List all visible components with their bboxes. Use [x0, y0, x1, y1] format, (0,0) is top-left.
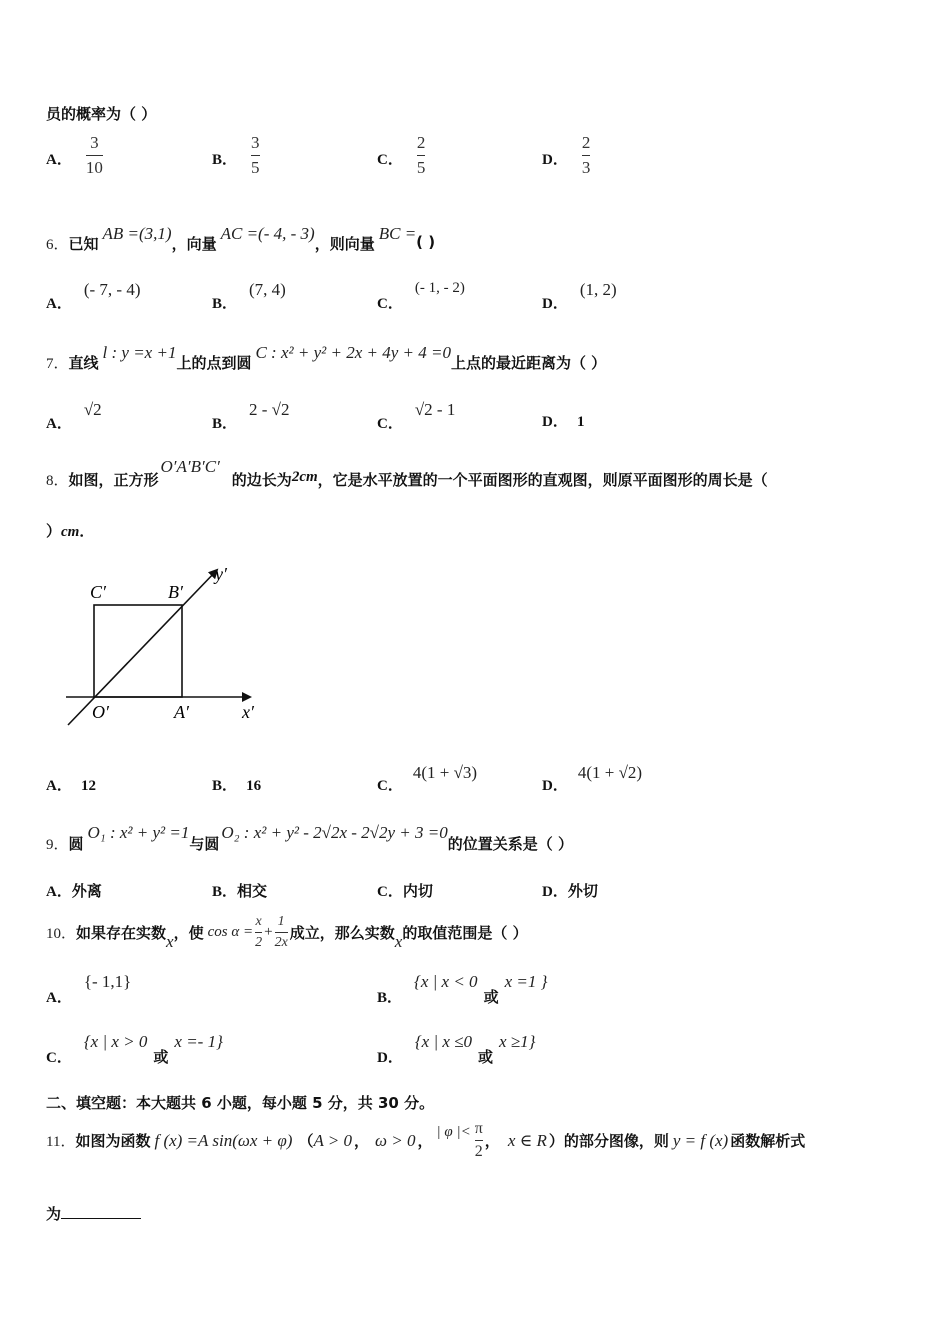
q5-option-d-fraction: $\frac{2}{3}$ — [581, 133, 591, 177]
q5-option-b-fraction: $\frac{3}{5}$ — [251, 133, 260, 177]
q10-option-d[interactable]: D． {x | x ≤0 或 x ≥1} — [377, 1032, 536, 1066]
q8-option-d[interactable]: D． 4(1 + √2) — [542, 763, 643, 794]
q5-option-d[interactable] — [542, 133, 590, 178]
q6-option-d[interactable]: D． (1, 2) — [542, 280, 617, 312]
q8-label-y: y′ — [215, 564, 227, 584]
q5-option-b[interactable] — [212, 133, 260, 178]
q11-number: 11． — [46, 1134, 76, 1150]
q8-label-x: x′ — [242, 702, 254, 722]
q11-stem-line1: 11． 如图为函数 f (x) =A sin(ωx + φ) （ A > 0 ， ω > 0 ， | φ |< $\frac{\pi}{2}$ ， x ∈ R ）的部分图像，则 y = f (x) 函数解析式 — [46, 1120, 806, 1160]
q7-line-eq: l : y =x +1 — [102, 343, 177, 362]
q6-option-a[interactable]: A． (- 7, - 4) — [46, 280, 141, 312]
q7-option-b[interactable]: B． 2 - √2 — [212, 400, 290, 432]
q5-option-a[interactable] — [46, 133, 103, 178]
q6-option-c[interactable]: C． (- 1, - 2) — [377, 280, 465, 312]
q7-option-c[interactable]: C． √2 - 1 — [377, 400, 456, 432]
q5-option-a-label: A． — [46, 152, 72, 168]
q10-option-a[interactable]: A． {- 1,1} — [46, 972, 132, 1006]
q5-option-c-label: C． — [377, 152, 403, 168]
q8-figure — [60, 560, 270, 730]
q11-stem-line2: 为 — [46, 1203, 141, 1224]
q9-number: 9． — [46, 837, 69, 853]
q9-circle2-eq: O₂ : x² + y² - 2√2x - 2√2y + 3 =0 — [221, 823, 448, 842]
q8-option-c[interactable]: C． 4(1 + √3) — [377, 763, 478, 794]
q7-circle-eq: C : x² + y² + 2x + 4y + 4 =0 — [255, 343, 451, 362]
q5-tail-text: 员的概率为（ ） — [46, 105, 157, 123]
q8-stem-line1: 8． 如图，正方形 O′A′B′C′ 的边长为 2cm ，它是水平放置的一个平面图形的直观图，则原平面图形的周长是（ — [46, 457, 768, 489]
q9-stem: 9． 圆 O₁ : x² + y² =1 与圆 O₂ : x² + y² - 2√2x - 2√2y + 3 =0 的位置关系是（ ） — [46, 823, 573, 853]
q7-option-a[interactable]: A． √2 — [46, 400, 102, 432]
q6-stem: 6． 已知 AB =(3,1) ，向量 AC =(- 4, - 3) ，则向量 BC = ( ) — [46, 224, 436, 253]
q8-number: 8． — [46, 473, 69, 489]
q11-answer-blank[interactable] — [61, 1218, 141, 1219]
q9-option-a[interactable]: A．外离 — [46, 882, 102, 900]
q8-square-name: O′A′B′C′ — [160, 457, 220, 476]
q10-cos-eq: cos α = — [207, 923, 254, 940]
q8-label-a: A′ — [174, 702, 189, 722]
q7-option-d[interactable]: D． 1 — [542, 414, 585, 430]
q5-option-a-fraction: $\frac{3}{10}$ — [85, 133, 103, 177]
q8-label-c: C′ — [90, 582, 106, 602]
q6-option-b[interactable]: B． (7, 4) — [212, 280, 286, 312]
q8-label-b: B′ — [168, 582, 183, 602]
q5-option-c[interactable] — [377, 133, 425, 178]
q8-option-b[interactable]: B． 16 — [212, 778, 262, 794]
q9-circle1-eq: O₁ : x² + y² =1 — [87, 823, 190, 842]
q10-frac-1-2x: $\frac{1}{2x}$ — [274, 913, 288, 950]
q7-number: 7． — [46, 356, 69, 372]
section-2-heading: 二、填空题：本大题共 6 小题，每小题 5 分，共 30 分。 — [46, 1094, 435, 1112]
q10-frac-x2: $\frac{x}{2}$ — [255, 913, 263, 950]
q11-frac-pi-2: $\frac{\pi}{2}$ — [474, 1120, 483, 1160]
q7-stem: 7． 直线 l : y =x +1 上的点到圆 C : x² + y² + 2x + 4y + 4 =0 上点的最近距离为（ ） — [46, 343, 607, 372]
q5-option-d-label: D． — [542, 152, 568, 168]
q10-stem: 10． 如果存在实数 x ，使 cos α = $\frac{x}{2}$ + $\frac{1}{2x}$ 成立，那么实数 x 的取值范围是（ ） — [46, 913, 528, 951]
q5-option-c-fraction: $\frac{2}{5}$ — [416, 133, 426, 177]
q10-number: 10． — [46, 925, 77, 942]
q10-option-c[interactable]: C． {x | x > 0 或 x =- 1} — [46, 1032, 223, 1066]
q9-option-d[interactable]: D．外切 — [542, 882, 598, 900]
q5-option-b-label: B． — [212, 152, 238, 168]
q8-stem-line2: ）cm． — [46, 522, 95, 540]
q6-vector-ab: AB =(3,1) — [102, 224, 172, 243]
q9-option-c[interactable]: C．内切 — [377, 882, 433, 900]
q6-vector-ac: AC =(- 4, - 3) — [220, 224, 315, 243]
q8-unit: cm — [61, 524, 80, 540]
q6-number: 6． — [46, 237, 69, 253]
q6-vector-bc: BC = — [378, 224, 417, 243]
q8-label-o: O′ — [92, 702, 109, 722]
q11-function-eq: f (x) =A sin(ωx + φ) — [154, 1130, 293, 1150]
q9-option-b[interactable]: B．相交 — [212, 882, 268, 900]
q10-option-b[interactable]: B． {x | x < 0 或 x =1 } — [377, 972, 548, 1006]
q8-side-length: 2cm — [291, 469, 318, 485]
q8-option-a[interactable]: A． 12 — [46, 778, 96, 794]
